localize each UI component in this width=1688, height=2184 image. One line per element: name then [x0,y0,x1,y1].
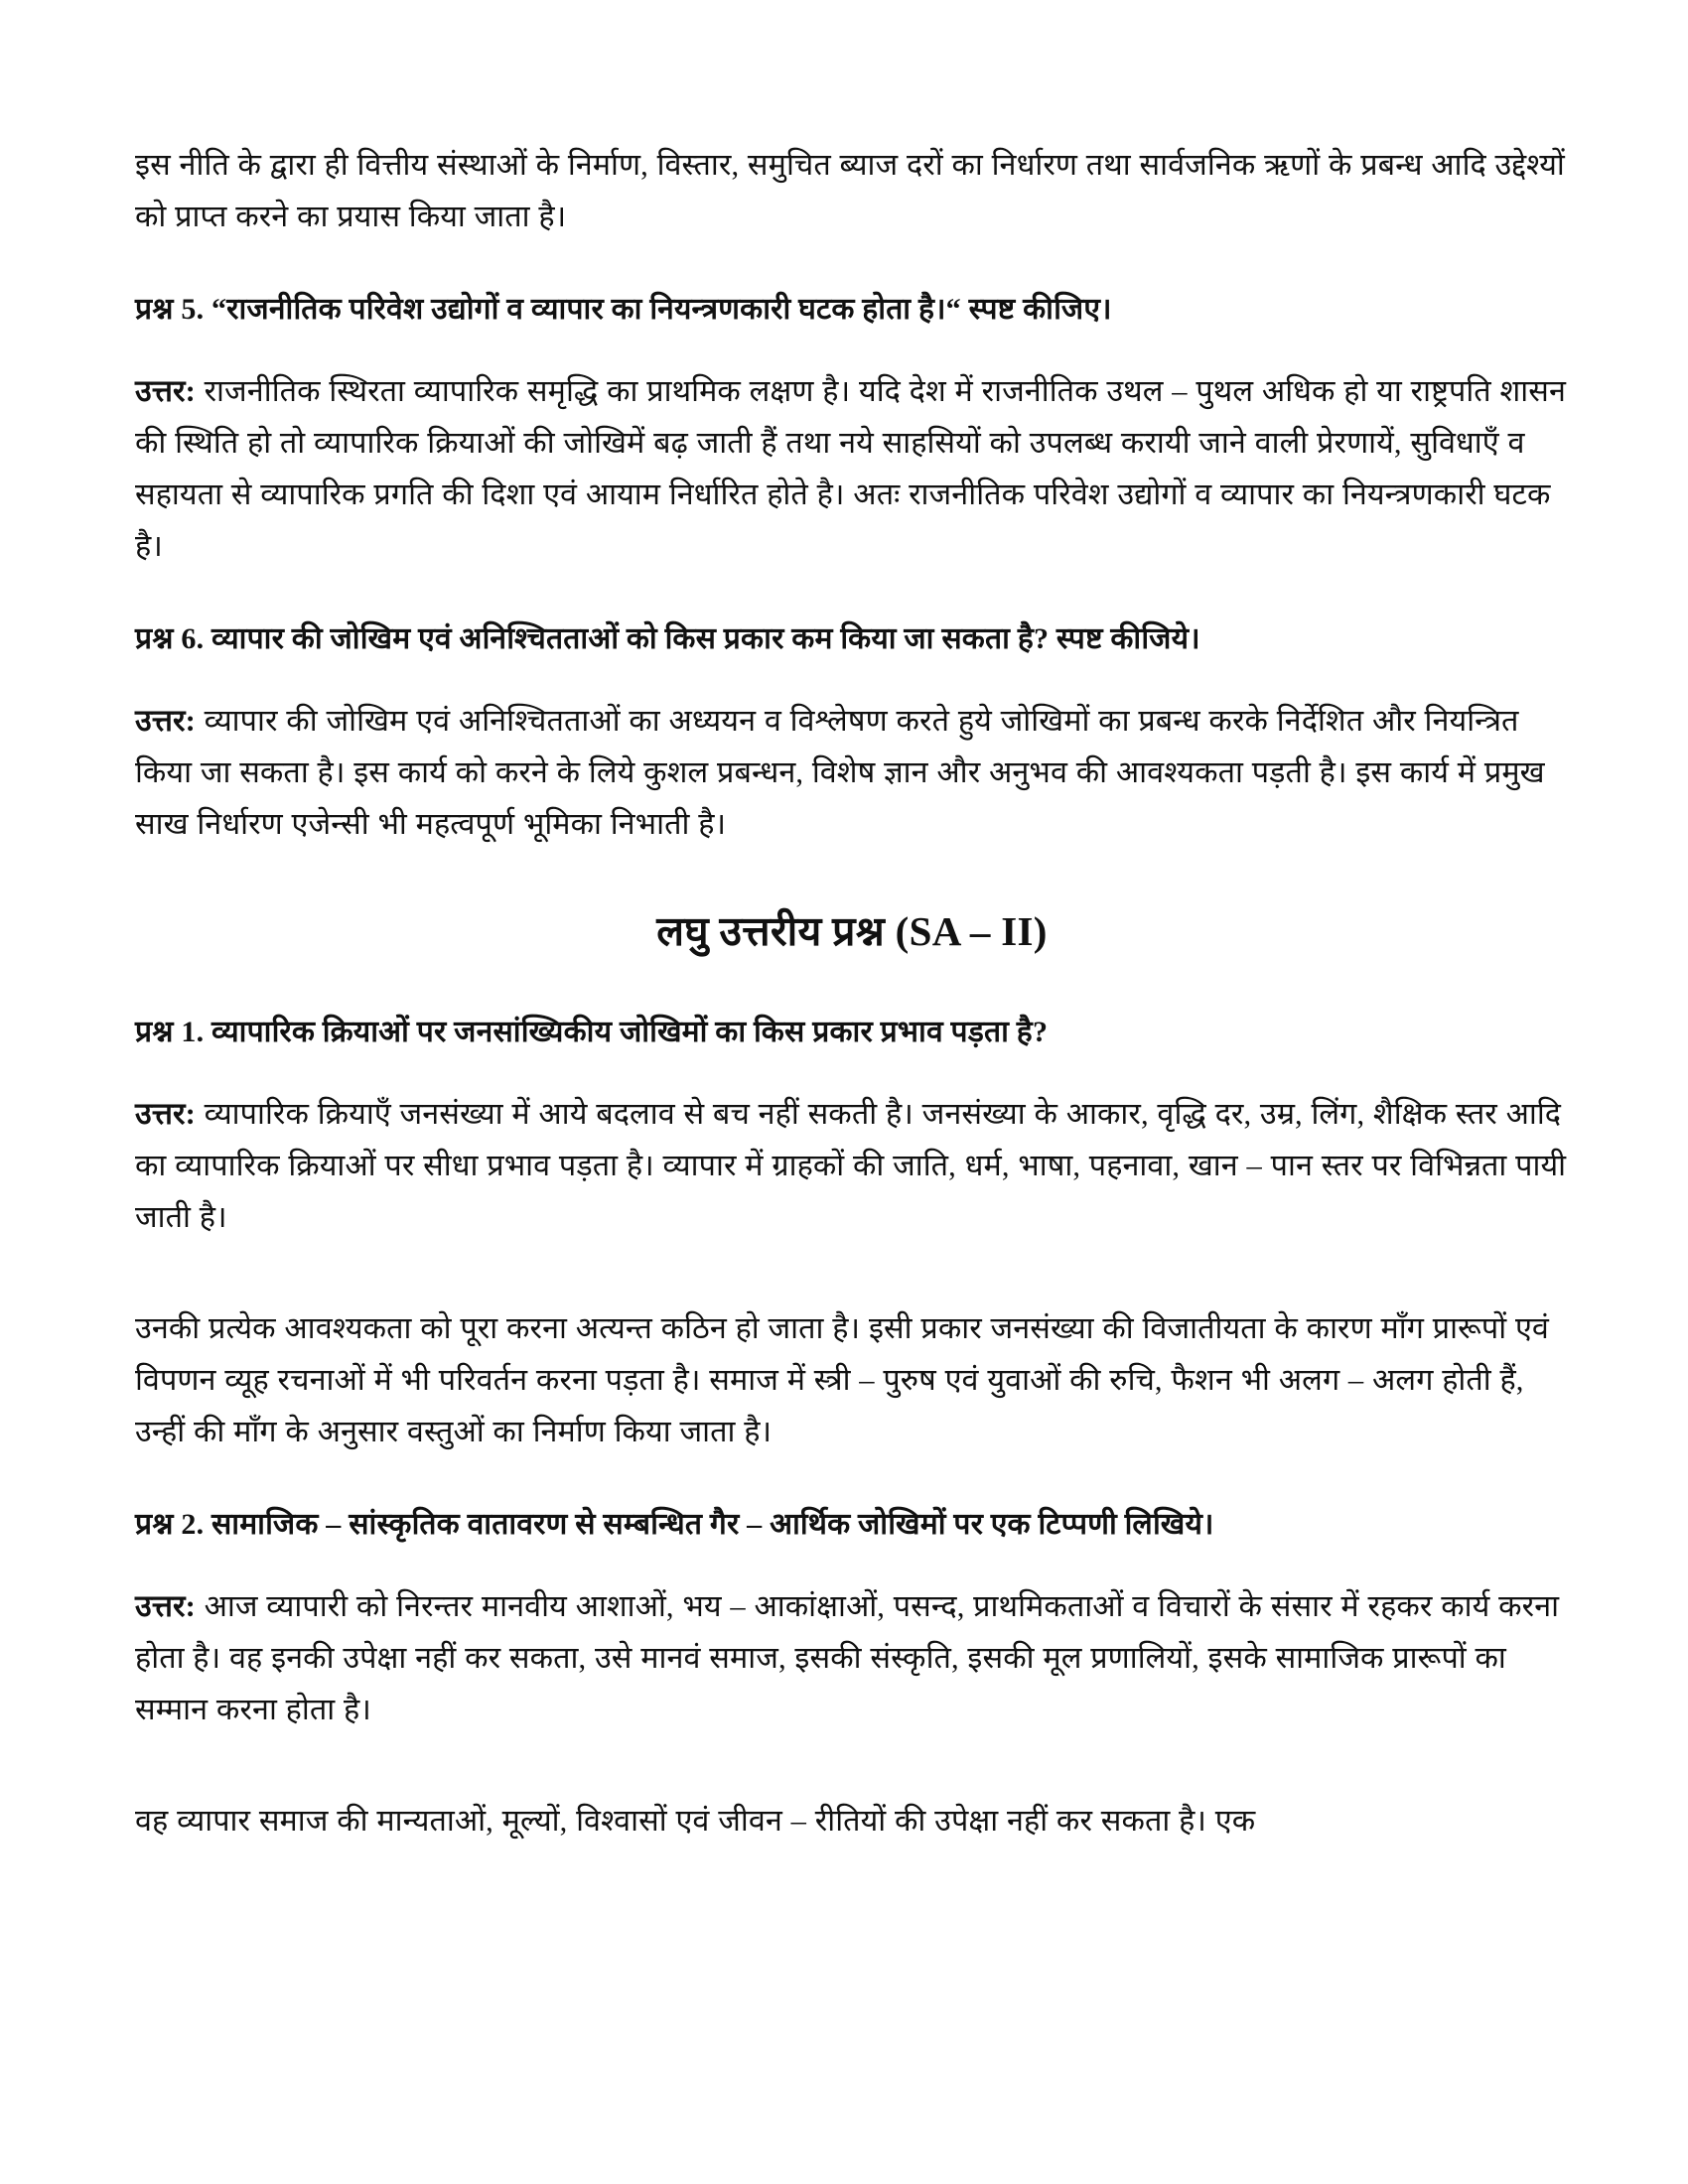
answer-6-text: व्यापार की जोखिम एवं अनिश्चितताओं का अध्ययन व विश्लेषण करते हुये जोखिमों का प्रबन्ध करके निर्देशित और नियन्त्रित किया जा सकता है। इस कार्य को करने के लिये कुशल प्रबन्धन, विशेष ज्ञान और अनुभव की आवश्यकता पड़ती है। इस कार्य में प्रमुख साख निर्धारण एजेन्सी भी महत्वपूर्ण भूमिका निभाती है। [135,704,1545,841]
sa2-answer-1-paragraph [135,1088,1569,1243]
question-6-heading: प्रश्न 6. व्यापार की जोखिम एवं अनिश्चितताओं को किस प्रकार कम किया जा सकता है? स्पष्ट कीजिये। [135,622,1200,655]
intro-paragraph: इस नीति के द्वारा ही वित्तीय संस्थाओं के निर्माण, विस्तार, समुचित ब्याज दरों का निर्धारण तथा सार्वजनिक ऋणों के प्रबन्ध आदि उद्देश्यों को प्राप्त करने का प्रयास किया जाता है। [135,148,1565,233]
sa2-question-2-heading: प्रश्न 2. सामाजिक – सांस्कृतिक वातावरण से सम्बन्धित गैर – आर्थिक जोखिमों पर एक टिप्पणी लिखिये। [135,1508,1214,1541]
sa2-answer-1-continued-paragraph: उनकी प्रत्येक आवश्यकता को पूरा करना अत्यन्त कठिन हो जाता है। इसी प्रकार जनसंख्या की विजातीयता के कारण माँग प्रारूपों एवं विपणन व्यूह रचनाओं में भी परिवर्तन करना पड़ता है। समाज में स्त्री – पुरुष एवं युवाओं की रुचि, फैशन भी अलग – अलग होती हैं, उन्हीं की माँग के अनुसार वस्तुओं का निर्माण किया जाता है। [135,1311,1549,1448]
paragraph-spacer [135,1277,1569,1302]
answer-label: उत्तर: [135,374,196,408]
section-heading-sa2: लघु उत्तरीय प्रश्न (SA – II) [656,908,1048,954]
page-content [135,139,1569,1846]
sa2-answer-2-paragraph [135,1580,1569,1735]
answer-5-text: राजनीतिक स्थिरता व्यापारिक समृद्धि का प्राथमिक लक्षण है। यदि देश में राजनीतिक उथल – पुथल अधिक हो या राष्ट्रपति शासन की स्थिति हो तो व्यापारिक क्रियाओं की जोखिमें बढ़ जाती हैं तथा नये साहसियों को उपलब्ध करायी जाने वाली प्रेरणायें, सुविधाएँ व सहायता से व्यापारिक प्रगति की दिशा एवं आयाम निर्धारित होते है। अतः राजनीतिक परिवेश उद्योगों व व्यापार का नियन्त्रणकारी घटक है। [135,374,1567,563]
answer-label: उत्तर: [135,1589,196,1623]
question-5-heading: प्रश्न 5. “राजनीतिक परिवेश उद्योगों व व्यापार का नियन्त्रणकारी घटक होता है।“ स्पष्ट कीजिए। [135,293,1112,326]
sa2-answer-1-text: व्यापारिक क्रियाएँ जनसंख्या में आये बदलाव से बच नहीं सकती है। जनसंख्या के आकार, वृद्धि दर, उम्र, लिंग, शैक्षिक स्तर आदि का व्यापारिक क्रियाओं पर सीधा प्रभाव पड़ता है। व्यापार में ग्राहकों की जाति, धर्म, भाषा, पहनावा, खान – पान स्तर पर विभिन्नता पायी जाती है। [135,1097,1567,1234]
answer-6-paragraph [135,695,1569,850]
sa2-answer-2-text: आज व्यापारी को निरन्तर मानवीय आशाओं, भय – आकांक्षाओं, पसन्द, प्राथमिकताओं व विचारों के संसार में रहकर कार्य करना होता है। वह इनकी उपेक्षा नहीं कर सकता, उसे मानवं समाज, इसकी संस्कृति, इसकी मूल प्रणालियों, इसके सामाजिक प्रारूपों का सम्मान करना होता है। [135,1589,1560,1726]
answer-label: उत्तर: [135,1097,196,1131]
sa2-answer-2-continued-paragraph: वह व्यापार समाज की मान्यताओं, मूल्यों, विश्वासों एवं जीवन – रीतियों की उपेक्षा नहीं कर सकता है। एक [135,1804,1256,1838]
paragraph-spacer [135,1769,1569,1795]
answer-label: उत्तर: [135,704,196,738]
answer-5-paragraph [135,365,1569,572]
sa2-question-1-heading: प्रश्न 1. व्यापारिक क्रियाओं पर जनसांख्यिकीय जोखिमों का किस प्रकार प्रभाव पड़ता है? [135,1016,1049,1048]
